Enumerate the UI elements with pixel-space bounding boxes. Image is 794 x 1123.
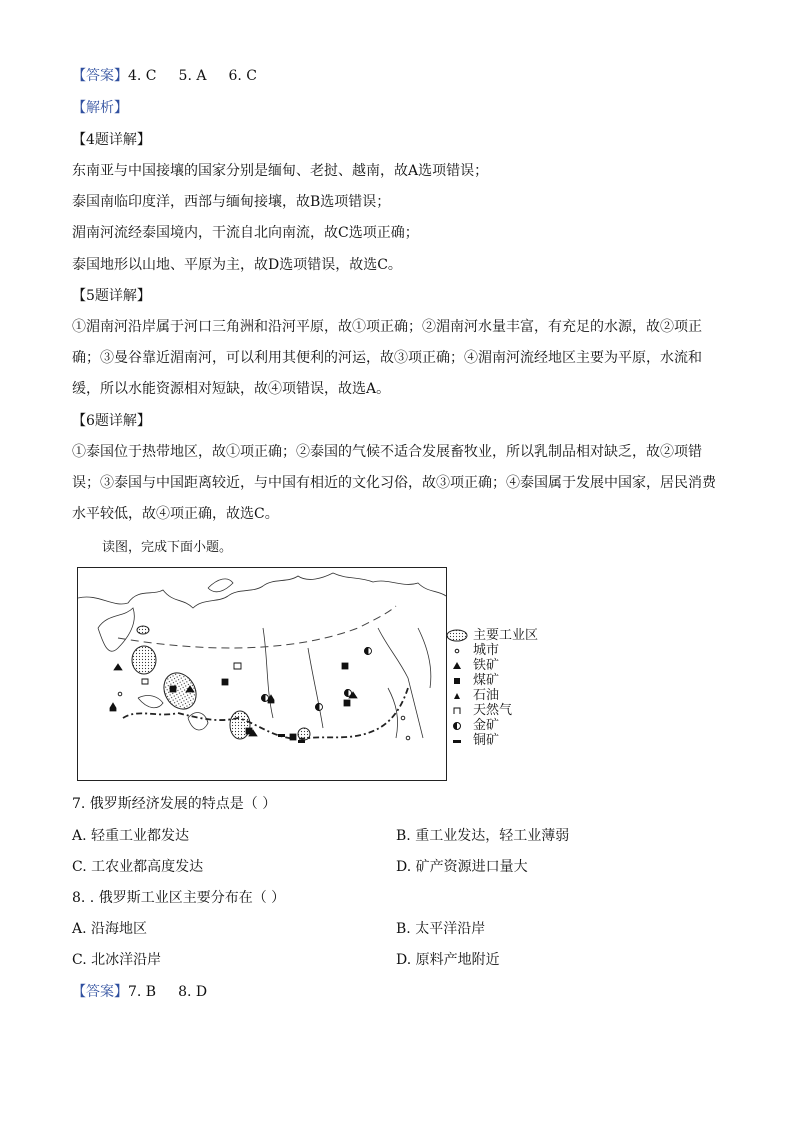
natural-gas-icon <box>446 706 468 716</box>
q7-option-b[interactable]: B. 重工业发达，轻工业薄弱 <box>396 828 570 844</box>
map-legend <box>446 628 566 748</box>
natural-gas-marker <box>234 663 241 669</box>
legend-item: 石油 <box>446 688 566 703</box>
q8-option-b[interactable]: B. 太平洋沿岸 <box>396 921 486 937</box>
city-marker <box>406 736 410 740</box>
city-icon <box>446 647 468 655</box>
q5-line: 缓，所以水能资源相对短缺，故④项错误，故选A。 <box>72 381 391 397</box>
oil-marker <box>268 695 274 703</box>
copper-marker <box>278 734 285 737</box>
q8-option-c[interactable]: C. 北冰洋沿岸 <box>72 952 162 968</box>
map-drawing <box>78 568 446 780</box>
answer-item: 7. B <box>128 984 157 1000</box>
coal-marker <box>342 663 348 669</box>
q4-line: 东南亚与中国接壤的国家分别是缅甸、老挝、越南，故A选项错误； <box>72 163 489 179</box>
coal-marker <box>290 734 296 740</box>
q4-heading: 【4题详解】 <box>72 132 151 148</box>
legend-item: 铜矿 <box>446 733 566 748</box>
city-marker <box>401 716 405 720</box>
q8-option-d[interactable]: D. 原料产地附近 <box>396 952 500 968</box>
q6-line: 水平较低，故④项正确，故选C。 <box>72 506 279 522</box>
q6-heading: 【6题详解】 <box>72 413 151 429</box>
analysis-label: 【解析】 <box>72 100 128 116</box>
q7-option-d[interactable]: D. 矿产资源进口量大 <box>396 859 528 875</box>
coal-marker <box>246 728 252 734</box>
q7-stem: 7. 俄罗斯经济发展的特点是（ ） <box>72 796 277 812</box>
copper-icon <box>446 736 468 746</box>
industrial-zone-marker <box>298 728 310 740</box>
industrial-zone-marker <box>137 626 149 634</box>
oil-marker <box>110 703 116 711</box>
answer-row-1 <box>72 66 257 86</box>
legend-item: 天然气 <box>446 703 566 718</box>
gold-icon <box>446 721 468 731</box>
legend-item: 金矿 <box>446 718 566 733</box>
legend-item: 城市 <box>446 643 566 658</box>
q4-line: 湄南河流经泰国境内，干流自北向南流，故C选项正确； <box>72 225 419 241</box>
answer-item: 5. A <box>178 68 207 84</box>
q4-line: 泰国南临印度洋，西部与缅甸接壤，故B选项错误； <box>72 194 391 210</box>
answer-item: 8. D <box>178 984 208 1000</box>
q7-option-c[interactable]: C. 工农业都高度发达 <box>72 859 204 875</box>
answer-item: 6. C <box>228 68 257 84</box>
copper-marker <box>298 740 305 743</box>
answer-label: 【答案】 <box>72 68 128 84</box>
q5-line: 确；③曼谷靠近湄南河，可以利用其便利的河运，故③项正确；④湄南河流经地区主要为平原，水流和 <box>72 350 702 366</box>
q6-line: ①泰国位于热带地区，故①项正确；②泰国的气候不适合发展畜牧业，所以乳制品相对缺乏，故②项错 <box>72 444 702 460</box>
natural-gas-marker <box>142 679 148 684</box>
answer-row-2 <box>72 982 207 1002</box>
q6-line: 误；③泰国与中国距离较近，与中国有相近的文化习俗，故③项正确；④泰国属于发展中国家，居民消费 <box>72 475 716 491</box>
q8-stem: 8. . 俄罗斯工业区主要分布在（ ） <box>72 890 286 906</box>
legend-item: 主要工业区 <box>446 628 566 643</box>
industrial-zone-marker <box>230 711 250 739</box>
q5-line: ①湄南河沿岸属于河口三角洲和沿河平原，故①项正确；②湄南河水量丰富，有充足的水源，故②项正 <box>72 319 702 335</box>
q4-line: 泰国地形以山地、平原为主，故D选项错误，故选C。 <box>72 257 402 273</box>
industrial-zone-marker <box>132 646 156 674</box>
industrial-zone-marker <box>158 667 203 715</box>
coal-icon <box>446 676 468 686</box>
iron-ore-icon <box>446 661 468 671</box>
city-marker <box>118 692 122 696</box>
coal-marker <box>170 686 176 692</box>
iron-ore-marker <box>114 664 122 670</box>
oil-icon <box>446 691 468 701</box>
q5-heading: 【5题详解】 <box>72 288 151 304</box>
legend-item: 铁矿 <box>446 658 566 673</box>
answer-label: 【答案】 <box>72 984 128 1000</box>
industrial-zone-icon <box>446 629 468 642</box>
coal-marker <box>222 679 228 685</box>
q8-option-a[interactable]: A. 沿海地区 <box>72 921 148 937</box>
russia-resource-map <box>77 567 447 781</box>
legend-item: 煤矿 <box>446 673 566 688</box>
answer-item: 4. C <box>128 68 157 84</box>
q7-option-a[interactable]: A. 轻重工业都发达 <box>72 828 190 844</box>
map-intro: 读图，完成下面小题。 <box>102 540 233 555</box>
coal-marker <box>344 700 350 706</box>
